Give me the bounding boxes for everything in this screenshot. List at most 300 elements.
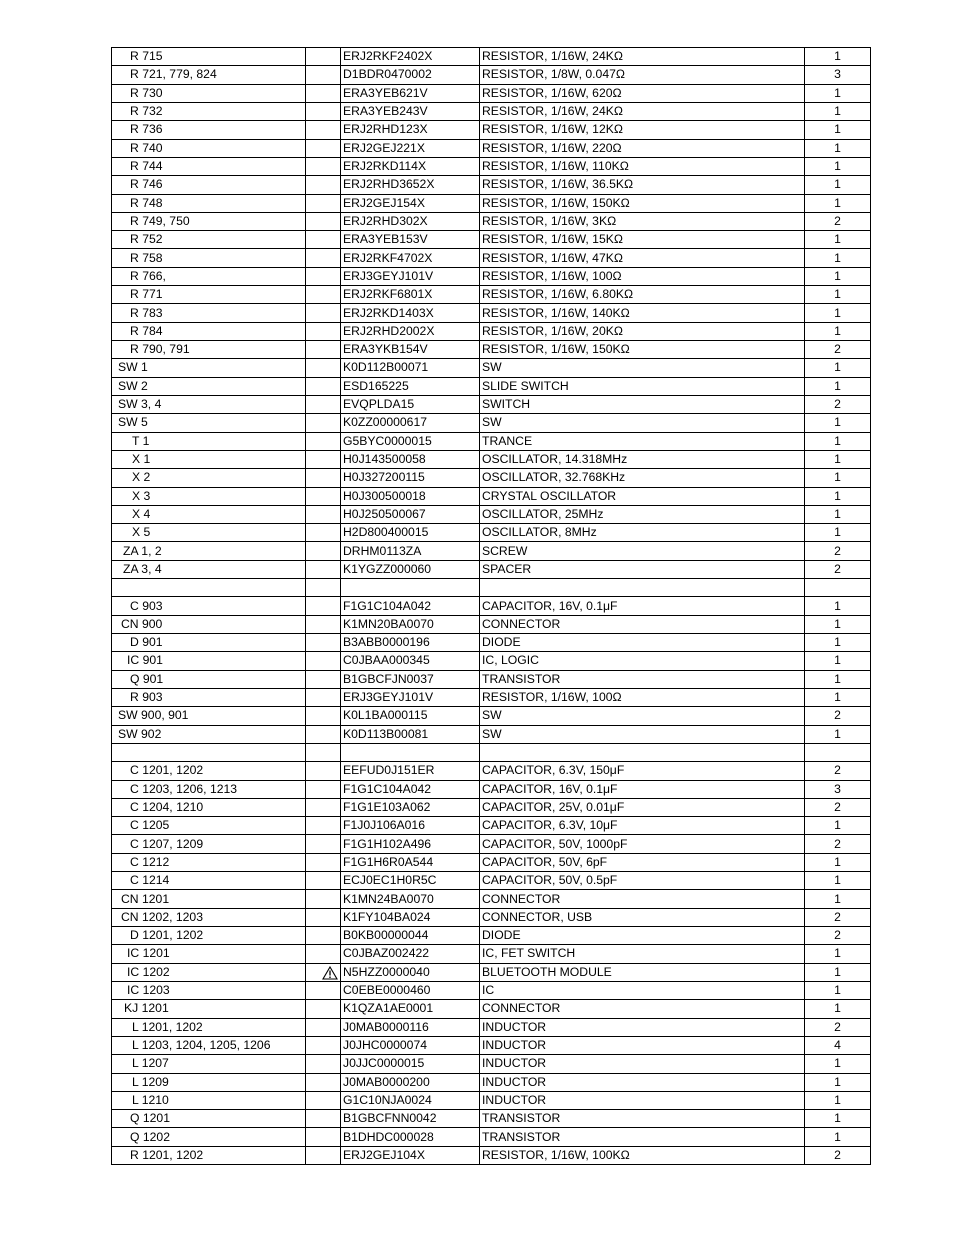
safety-mark-cell — [306, 267, 341, 285]
safety-mark-cell — [306, 194, 341, 212]
quantity-cell: 1 — [805, 469, 871, 487]
table-row — [112, 487, 871, 505]
ref-cell: R 740 — [112, 139, 306, 157]
table-row — [112, 176, 871, 194]
ref-cell: D 1201, 1202 — [112, 927, 306, 945]
description-cell: CAPACITOR, 6.3V, 150μF — [480, 762, 805, 780]
ref-cell: R 758 — [112, 249, 306, 267]
description-cell: RESISTOR, 1/16W, 150KΩ — [480, 194, 805, 212]
description-cell: BLUETOOTH MODULE — [480, 963, 805, 981]
ref-cell: D 901 — [112, 634, 306, 652]
table-row — [112, 762, 871, 780]
table-row — [112, 853, 871, 871]
part-number-cell: ERJ2RKD1403X — [341, 304, 480, 322]
safety-mark-cell — [306, 1110, 341, 1128]
ref-cell: X 2 — [112, 469, 306, 487]
description-cell: SCREW — [480, 542, 805, 560]
description-cell — [480, 579, 805, 597]
table-row — [112, 927, 871, 945]
quantity-cell: 2 — [805, 542, 871, 560]
ref-cell: CN 900 — [112, 615, 306, 633]
table-row — [112, 615, 871, 633]
description-cell: RESISTOR, 1/16W, 24KΩ — [480, 48, 805, 66]
ref-cell: R 721, 779, 824 — [112, 66, 306, 84]
quantity-cell: 1 — [805, 432, 871, 450]
safety-mark-cell — [306, 1055, 341, 1073]
table-row — [112, 1036, 871, 1054]
description-cell: CONNECTOR — [480, 615, 805, 633]
table-row — [112, 835, 871, 853]
part-number-cell: ERJ2GEJ154X — [341, 194, 480, 212]
safety-mark-cell — [306, 505, 341, 523]
table-row — [112, 725, 871, 743]
quantity-cell: 2 — [805, 707, 871, 725]
part-number-cell: ERA3YEB153V — [341, 231, 480, 249]
quantity-cell: 1 — [805, 725, 871, 743]
description-cell: RESISTOR, 1/16W, 100KΩ — [480, 1146, 805, 1164]
table-row — [112, 780, 871, 798]
part-number-cell: ERJ2RHD123X — [341, 121, 480, 139]
quantity-cell: 1 — [805, 524, 871, 542]
quantity-cell: 1 — [805, 981, 871, 999]
safety-mark-cell — [306, 688, 341, 706]
quantity-cell: 2 — [805, 395, 871, 413]
safety-mark-cell — [306, 817, 341, 835]
part-number-cell — [341, 743, 480, 761]
description-cell — [480, 743, 805, 761]
part-number-cell: ERJ2RHD2002X — [341, 322, 480, 340]
ref-cell: R 748 — [112, 194, 306, 212]
ref-cell: Q 901 — [112, 670, 306, 688]
part-number-cell: C0EBE0000460 — [341, 981, 480, 999]
safety-mark-cell — [306, 890, 341, 908]
safety-mark-cell — [306, 743, 341, 761]
quantity-cell: 1 — [805, 84, 871, 102]
description-cell: INDUCTOR — [480, 1055, 805, 1073]
part-number-cell: G1C10NJA0024 — [341, 1091, 480, 1109]
quantity-cell: 1 — [805, 194, 871, 212]
description-cell: IC, LOGIC — [480, 652, 805, 670]
table-row — [112, 157, 871, 175]
ref-cell: CN 1201 — [112, 890, 306, 908]
description-cell: DIODE — [480, 634, 805, 652]
quantity-cell: 1 — [805, 286, 871, 304]
safety-mark-cell — [306, 670, 341, 688]
quantity-cell: 1 — [805, 139, 871, 157]
part-number-cell: H0J327200115 — [341, 469, 480, 487]
ref-cell: L 1210 — [112, 1091, 306, 1109]
safety-mark-cell — [306, 652, 341, 670]
description-cell: SWITCH — [480, 395, 805, 413]
part-number-cell: K1MN24BA0070 — [341, 890, 480, 908]
ref-cell — [112, 579, 306, 597]
ref-cell: SW 3, 4 — [112, 395, 306, 413]
quantity-cell: 1 — [805, 1055, 871, 1073]
table-row — [112, 1055, 871, 1073]
ref-cell: SW 900, 901 — [112, 707, 306, 725]
quantity-cell: 2 — [805, 762, 871, 780]
quantity-cell: 1 — [805, 945, 871, 963]
safety-mark-cell — [306, 579, 341, 597]
description-cell: RESISTOR, 1/8W, 0.047Ω — [480, 66, 805, 84]
part-number-cell: K1QZA1AE0001 — [341, 1000, 480, 1018]
safety-mark-cell — [306, 102, 341, 120]
description-cell: CAPACITOR, 50V, 6pF — [480, 853, 805, 871]
safety-mark-cell — [306, 524, 341, 542]
part-number-cell: D1BDR0470002 — [341, 66, 480, 84]
description-cell: RESISTOR, 1/16W, 100Ω — [480, 267, 805, 285]
quantity-cell: 1 — [805, 670, 871, 688]
ref-cell: L 1209 — [112, 1073, 306, 1091]
ref-cell: R 746 — [112, 176, 306, 194]
safety-mark-cell — [306, 542, 341, 560]
description-cell: CAPACITOR, 16V, 0.1μF — [480, 780, 805, 798]
ref-cell: R 715 — [112, 48, 306, 66]
description-cell: SLIDE SWITCH — [480, 377, 805, 395]
part-number-cell: H0J143500058 — [341, 450, 480, 468]
table-row — [112, 286, 871, 304]
safety-mark-cell — [306, 304, 341, 322]
table-row — [112, 249, 871, 267]
part-number-cell: F1J0J106A016 — [341, 817, 480, 835]
safety-mark-cell — [306, 963, 341, 981]
ref-cell: ZA 1, 2 — [112, 542, 306, 560]
ref-cell: R 790, 791 — [112, 341, 306, 359]
quantity-cell: 1 — [805, 890, 871, 908]
ref-cell: X 5 — [112, 524, 306, 542]
table-row — [112, 634, 871, 652]
safety-mark-cell — [306, 780, 341, 798]
description-cell: OSCILLATOR, 25MHz — [480, 505, 805, 523]
safety-mark-cell — [306, 1146, 341, 1164]
table-row — [112, 304, 871, 322]
safety-mark-cell — [306, 798, 341, 816]
ref-cell: Q 1201 — [112, 1110, 306, 1128]
description-cell: CONNECTOR, USB — [480, 908, 805, 926]
quantity-cell: 1 — [805, 231, 871, 249]
safety-mark-cell — [306, 231, 341, 249]
part-number-cell: F1G1E103A062 — [341, 798, 480, 816]
description-cell: SW — [480, 707, 805, 725]
part-number-cell: K1FY104BA024 — [341, 908, 480, 926]
description-cell: CONNECTOR — [480, 1000, 805, 1018]
part-number-cell: C0JBAZ002422 — [341, 945, 480, 963]
safety-mark-cell — [306, 725, 341, 743]
description-cell: RESISTOR, 1/16W, 36.5KΩ — [480, 176, 805, 194]
quantity-cell: 1 — [805, 487, 871, 505]
safety-mark-cell — [306, 1091, 341, 1109]
part-number-cell: B3ABB0000196 — [341, 634, 480, 652]
quantity-cell: 1 — [805, 322, 871, 340]
part-number-cell: C0JBAA000345 — [341, 652, 480, 670]
ref-cell: R 771 — [112, 286, 306, 304]
description-cell: TRANSISTOR — [480, 1128, 805, 1146]
safety-warning-icon — [322, 966, 338, 980]
ref-cell: IC 1202 — [112, 963, 306, 981]
part-number-cell: G5BYC0000015 — [341, 432, 480, 450]
table-row — [112, 359, 871, 377]
part-number-cell: ERA3YEB243V — [341, 102, 480, 120]
quantity-cell: 1 — [805, 176, 871, 194]
part-number-cell: F1G1C104A042 — [341, 780, 480, 798]
part-number-cell: B0KB00000044 — [341, 927, 480, 945]
description-cell: SW — [480, 359, 805, 377]
safety-mark-cell — [306, 1073, 341, 1091]
table-row — [112, 432, 871, 450]
safety-mark-cell — [306, 560, 341, 578]
part-number-cell: J0JHC0000074 — [341, 1036, 480, 1054]
part-number-cell: F1G1H102A496 — [341, 835, 480, 853]
parts-list-body — [112, 48, 871, 1165]
description-cell: CONNECTOR — [480, 890, 805, 908]
safety-mark-cell — [306, 359, 341, 377]
ref-cell: R 783 — [112, 304, 306, 322]
description-cell: RESISTOR, 1/16W, 20KΩ — [480, 322, 805, 340]
description-cell: RESISTOR, 1/16W, 6.80KΩ — [480, 286, 805, 304]
part-number-cell: ERJ2GEJ221X — [341, 139, 480, 157]
description-cell: OSCILLATOR, 14.318MHz — [480, 450, 805, 468]
table-row — [112, 1073, 871, 1091]
description-cell: TRANSISTOR — [480, 1110, 805, 1128]
ref-cell: C 1214 — [112, 872, 306, 890]
ref-cell: R 730 — [112, 84, 306, 102]
description-cell: RESISTOR, 1/16W, 3KΩ — [480, 212, 805, 230]
description-cell: SPACER — [480, 560, 805, 578]
part-number-cell: K0D113B00081 — [341, 725, 480, 743]
table-row — [112, 377, 871, 395]
part-number-cell: F1G1C104A042 — [341, 597, 480, 615]
table-row — [112, 652, 871, 670]
part-number-cell: K0D112B00071 — [341, 359, 480, 377]
ref-cell: X 4 — [112, 505, 306, 523]
safety-mark-cell — [306, 414, 341, 432]
part-number-cell: H0J300500018 — [341, 487, 480, 505]
safety-mark-cell — [306, 945, 341, 963]
quantity-cell: 1 — [805, 48, 871, 66]
ref-cell: R 903 — [112, 688, 306, 706]
table-row — [112, 322, 871, 340]
safety-mark-cell — [306, 872, 341, 890]
quantity-cell: 2 — [805, 1018, 871, 1036]
quantity-cell: 1 — [805, 597, 871, 615]
ref-cell: Q 1202 — [112, 1128, 306, 1146]
safety-mark-cell — [306, 487, 341, 505]
safety-mark-cell — [306, 212, 341, 230]
ref-cell: SW 902 — [112, 725, 306, 743]
part-number-cell: DRHM0113ZA — [341, 542, 480, 560]
table-row — [112, 450, 871, 468]
description-cell: DIODE — [480, 927, 805, 945]
table-row — [112, 1091, 871, 1109]
part-number-cell: ERJ2RKF4702X — [341, 249, 480, 267]
part-number-cell: K0ZZ00000617 — [341, 414, 480, 432]
table-row — [112, 945, 871, 963]
safety-mark-cell — [306, 762, 341, 780]
ref-cell — [112, 743, 306, 761]
safety-mark-cell — [306, 615, 341, 633]
part-number-cell: N5HZZ0000040 — [341, 963, 480, 981]
quantity-cell: 1 — [805, 121, 871, 139]
quantity-cell: 2 — [805, 212, 871, 230]
table-row — [112, 505, 871, 523]
safety-mark-cell — [306, 341, 341, 359]
ref-cell: SW 5 — [112, 414, 306, 432]
ref-cell: R 736 — [112, 121, 306, 139]
description-cell: CRYSTAL OSCILLATOR — [480, 487, 805, 505]
table-row — [112, 469, 871, 487]
table-row — [112, 1018, 871, 1036]
part-number-cell: ERJ2RKD114X — [341, 157, 480, 175]
part-number-cell: F1G1H6R0A544 — [341, 853, 480, 871]
table-row — [112, 981, 871, 999]
quantity-cell: 1 — [805, 1000, 871, 1018]
quantity-cell: 1 — [805, 505, 871, 523]
part-number-cell: ERJ2RKF2402X — [341, 48, 480, 66]
quantity-cell: 1 — [805, 1128, 871, 1146]
part-number-cell: K1YGZZ000060 — [341, 560, 480, 578]
table-row — [112, 267, 871, 285]
part-number-cell: B1GBCFJN0037 — [341, 670, 480, 688]
safety-mark-cell — [306, 469, 341, 487]
ref-cell: R 784 — [112, 322, 306, 340]
safety-mark-cell — [306, 853, 341, 871]
description-cell: SW — [480, 414, 805, 432]
description-cell: CAPACITOR, 6.3V, 10μF — [480, 817, 805, 835]
quantity-cell: 1 — [805, 1110, 871, 1128]
part-number-cell: B1DHDC000028 — [341, 1128, 480, 1146]
description-cell: RESISTOR, 1/16W, 100Ω — [480, 688, 805, 706]
quantity-cell: 2 — [805, 908, 871, 926]
table-row — [112, 542, 871, 560]
safety-mark-cell — [306, 377, 341, 395]
quantity-cell: 1 — [805, 652, 871, 670]
part-number-cell: ERA3YKB154V — [341, 341, 480, 359]
table-row — [112, 707, 871, 725]
quantity-cell: 2 — [805, 1146, 871, 1164]
blank-separator-row — [112, 743, 871, 761]
description-cell: RESISTOR, 1/16W, 24KΩ — [480, 102, 805, 120]
safety-mark-cell — [306, 1128, 341, 1146]
quantity-cell: 1 — [805, 267, 871, 285]
description-cell: CAPACITOR, 16V, 0.1μF — [480, 597, 805, 615]
ref-cell: R 1201, 1202 — [112, 1146, 306, 1164]
ref-cell: SW 1 — [112, 359, 306, 377]
parts-list-table — [111, 47, 871, 1165]
table-row — [112, 1000, 871, 1018]
table-row — [112, 48, 871, 66]
safety-mark-cell — [306, 249, 341, 267]
safety-mark-cell — [306, 84, 341, 102]
quantity-cell: 2 — [805, 798, 871, 816]
description-cell: RESISTOR, 1/16W, 140KΩ — [480, 304, 805, 322]
quantity-cell: 1 — [805, 377, 871, 395]
ref-cell: L 1207 — [112, 1055, 306, 1073]
description-cell: CAPACITOR, 50V, 1000pF — [480, 835, 805, 853]
table-row — [112, 341, 871, 359]
safety-mark-cell — [306, 597, 341, 615]
quantity-cell: 2 — [805, 927, 871, 945]
quantity-cell: 1 — [805, 872, 871, 890]
ref-cell: C 1205 — [112, 817, 306, 835]
safety-mark-cell — [306, 66, 341, 84]
part-number-cell: EVQPLDA15 — [341, 395, 480, 413]
part-number-cell: ECJ0EC1H0R5C — [341, 872, 480, 890]
quantity-cell: 1 — [805, 634, 871, 652]
ref-cell: IC 901 — [112, 652, 306, 670]
table-row — [112, 908, 871, 926]
table-row — [112, 121, 871, 139]
part-number-cell: H2D800400015 — [341, 524, 480, 542]
part-number-cell: J0MAB0000200 — [341, 1073, 480, 1091]
quantity-cell: 1 — [805, 249, 871, 267]
part-number-cell: ERJ2RKF6801X — [341, 286, 480, 304]
ref-cell: R 744 — [112, 157, 306, 175]
quantity-cell: 4 — [805, 1036, 871, 1054]
safety-mark-cell — [306, 707, 341, 725]
table-row — [112, 66, 871, 84]
table-row — [112, 524, 871, 542]
quantity-cell: 1 — [805, 963, 871, 981]
description-cell: CAPACITOR, 25V, 0.01μF — [480, 798, 805, 816]
description-cell: OSCILLATOR, 32.768KHz — [480, 469, 805, 487]
table-row — [112, 414, 871, 432]
ref-cell: X 3 — [112, 487, 306, 505]
ref-cell: KJ 1201 — [112, 1000, 306, 1018]
description-cell: CAPACITOR, 50V, 0.5pF — [480, 872, 805, 890]
part-number-cell: ERJ3GEYJ101V — [341, 267, 480, 285]
ref-cell: L 1201, 1202 — [112, 1018, 306, 1036]
ref-cell: CN 1202, 1203 — [112, 908, 306, 926]
description-cell: IC, FET SWITCH — [480, 945, 805, 963]
quantity-cell: 1 — [805, 359, 871, 377]
part-number-cell: K1MN20BA0070 — [341, 615, 480, 633]
description-cell: RESISTOR, 1/16W, 150KΩ — [480, 341, 805, 359]
part-number-cell: ERJ2RHD302X — [341, 212, 480, 230]
table-row — [112, 963, 871, 981]
part-number-cell: ERJ2RHD3652X — [341, 176, 480, 194]
safety-mark-cell — [306, 48, 341, 66]
table-row — [112, 560, 871, 578]
part-number-cell: EEFUD0J151ER — [341, 762, 480, 780]
description-cell: INDUCTOR — [480, 1018, 805, 1036]
part-number-cell: B1GBCFNN0042 — [341, 1110, 480, 1128]
description-cell: SW — [480, 725, 805, 743]
ref-cell: C 1207, 1209 — [112, 835, 306, 853]
quantity-cell: 3 — [805, 66, 871, 84]
table-row — [112, 102, 871, 120]
quantity-cell: 2 — [805, 835, 871, 853]
quantity-cell: 1 — [805, 817, 871, 835]
table-row — [112, 139, 871, 157]
table-row — [112, 231, 871, 249]
quantity-cell: 1 — [805, 688, 871, 706]
quantity-cell: 1 — [805, 615, 871, 633]
quantity-cell: 3 — [805, 780, 871, 798]
table-row — [112, 395, 871, 413]
ref-cell: T 1 — [112, 432, 306, 450]
description-cell: RESISTOR, 1/16W, 47KΩ — [480, 249, 805, 267]
table-row — [112, 1110, 871, 1128]
safety-mark-cell — [306, 1000, 341, 1018]
table-row — [112, 194, 871, 212]
quantity-cell: 1 — [805, 102, 871, 120]
part-number-cell: K0L1BA000115 — [341, 707, 480, 725]
part-number-cell: H0J250500067 — [341, 505, 480, 523]
part-number-cell: J0JJC0000015 — [341, 1055, 480, 1073]
ref-cell: C 1204, 1210 — [112, 798, 306, 816]
table-row — [112, 212, 871, 230]
ref-cell: C 1203, 1206, 1213 — [112, 780, 306, 798]
